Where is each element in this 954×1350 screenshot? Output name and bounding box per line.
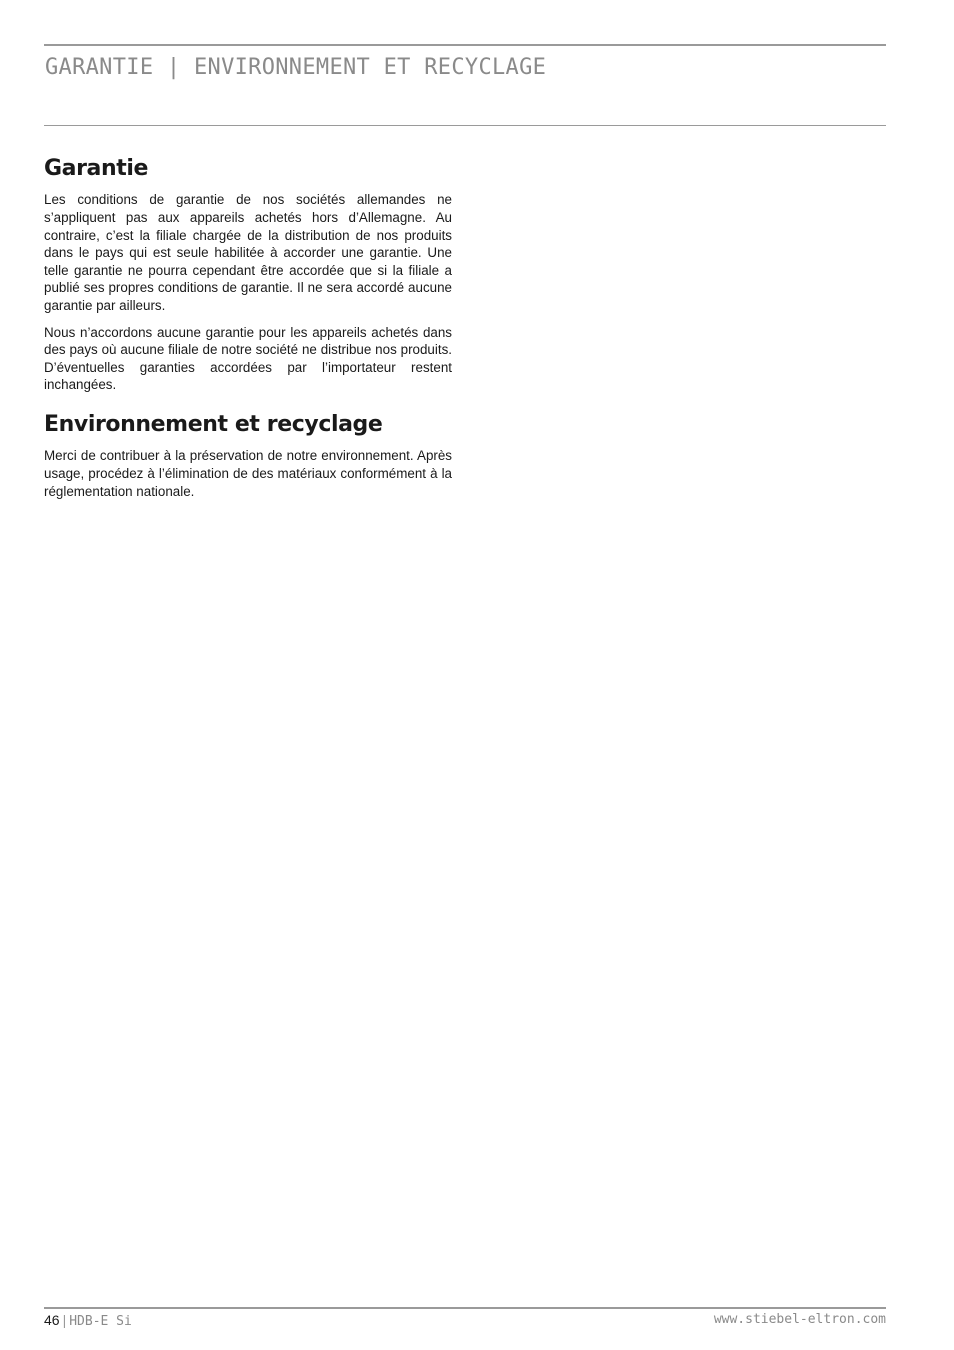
footer-rule: [44, 1307, 886, 1309]
header-bottom-rule: [44, 125, 886, 126]
garantie-paragraph-1: Les conditions de garantie de nos sociétés allemandes ne s’appliquent pas aux appareils achetés hors d’Allemagne. Au contraire, c’est la filiale chargée de la distribution de nos produits dans le pays qui est seule habilitée à accorder une garantie. Une telle garantie ne pourra cependant être accordée que si la filiale a publié ses propres conditions de garantie. Il ne sera accordé aucune garantie par ailleurs.: [44, 192, 452, 313]
footer-separator: |: [62, 1312, 67, 1328]
garantie-paragraph-2: Nous n’accordons aucune garantie pour les appareils achetés dans des pays où aucune filiale de notre société ne distribue nos produits. D’éventuelles garanties accordées par l’importateur restent inchangées.: [44, 324, 452, 393]
footer-left: [44, 1311, 132, 1331]
page-header-title: GARANTIE | ENVIRONNEMENT ET RECYCLAGE: [45, 55, 547, 80]
page-number: 46: [44, 1312, 60, 1328]
header-top-rule: [44, 44, 886, 46]
main-content: [44, 156, 452, 509]
footer-website: www.stiebel-eltron.com: [713, 1312, 886, 1327]
section-heading-garantie: Garantie: [44, 156, 149, 181]
model-name: HDB-E Si: [69, 1314, 132, 1329]
section-heading-environnement: Environnement et recyclage: [44, 411, 383, 437]
environnement-paragraph-1: Merci de contribuer à la préservation de notre environnement. Après usage, procédez à l’élimination de des matériaux conformément à la réglementation nationale.: [44, 448, 452, 499]
